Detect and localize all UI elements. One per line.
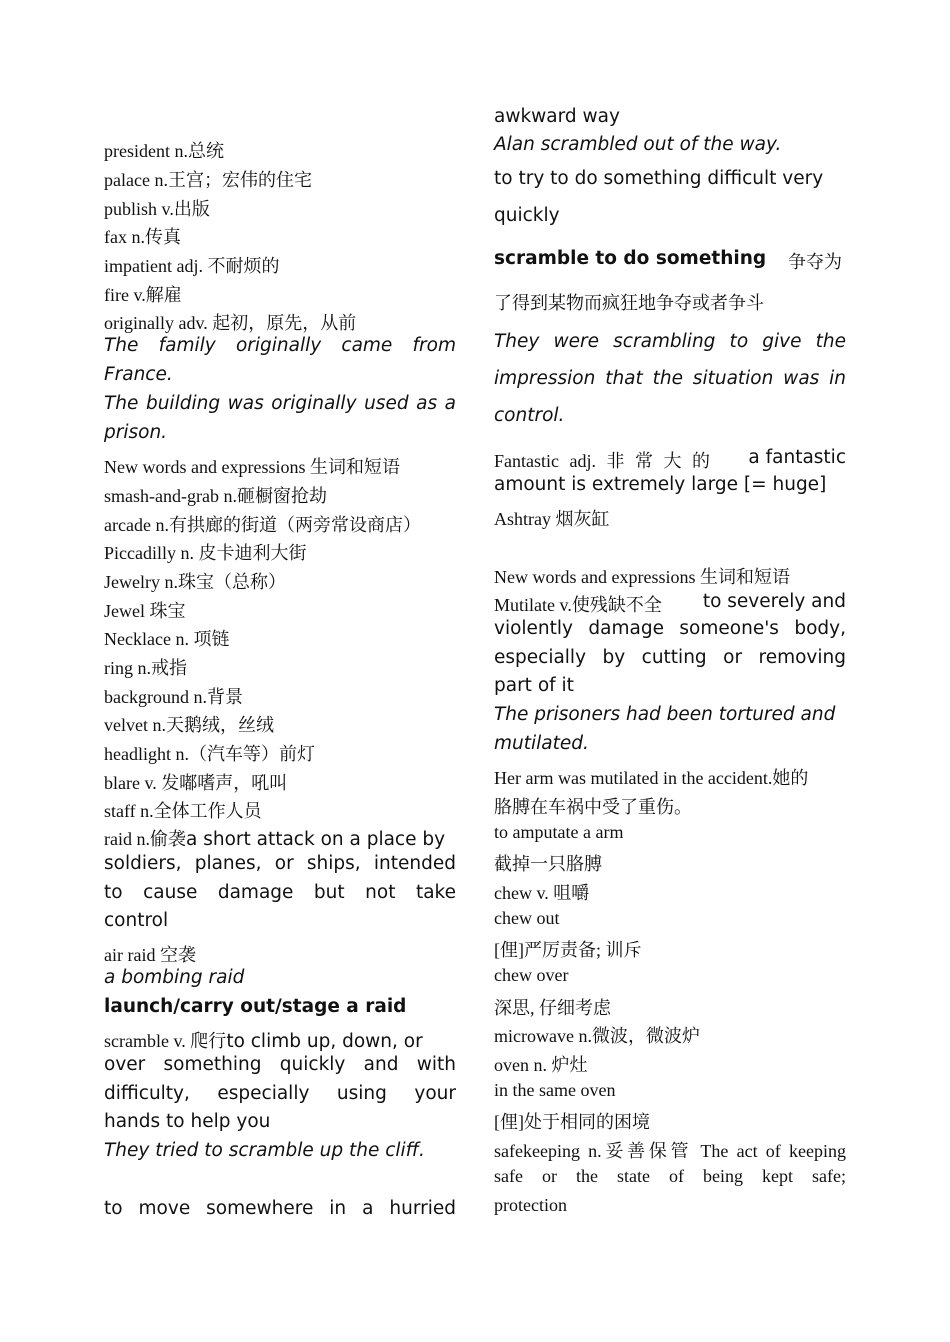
translation: [俚]处于相同的困境 — [494, 1112, 650, 1132]
translation: 截掉一只胳膊 — [494, 854, 602, 874]
definition: a fantastic — [748, 447, 846, 468]
translation: [俚]严厉责备; 训斥 — [494, 940, 642, 960]
vocab-entry-scramble — [104, 1027, 423, 1053]
definition: to climb up, down, or — [226, 1031, 423, 1052]
definition: to severely and — [702, 591, 846, 612]
definition-line: difficulty, especially using your — [104, 1083, 456, 1104]
example-sentence: They tried to scramble up the cliff. — [104, 1140, 425, 1161]
vocab-entry: fax n.传真 — [104, 227, 181, 247]
vocab-entry: publish v.出版 — [104, 199, 210, 219]
vocab-entry: fire v.解雇 — [104, 285, 182, 305]
definition-line: to try to do something difficult very — [494, 168, 824, 189]
vocab-entry: headlight n.（汽车等）前灯 — [104, 744, 315, 764]
vocab-entry: velvet n.天鹅绒，丝绒 — [104, 715, 274, 735]
vocab-entry: chew out — [494, 908, 560, 928]
definition-line: to move somewhere in a hurried — [104, 1198, 456, 1219]
example-sentence: mutilated. — [494, 733, 589, 754]
phrase-translation: 了得到某物而疯狂地争夺或者争斗 — [494, 293, 764, 313]
vocab-entry: air raid 空袭 — [104, 945, 196, 965]
vocab-entry: blare v. 发嘟嗜声，吼叫 — [104, 773, 288, 793]
definition-line: to cause damage but not take — [104, 882, 456, 903]
vocab-entry: background n.背景 — [104, 687, 243, 707]
vocab-entry: staff n.全体工作人员 — [104, 801, 262, 821]
vocab-entry: microwave n.微波，微波炉 — [494, 1026, 700, 1046]
vocab-entry: ring n.戒指 — [104, 658, 187, 678]
vocab-entry: impatient adj. 不耐烦的 — [104, 256, 280, 276]
phrase: scramble to do something — [494, 248, 767, 269]
vocab-entry: oven n. 炉灶 — [494, 1055, 588, 1075]
vocab-entry: to amputate a arm — [494, 822, 624, 842]
example-sentence: control. — [494, 405, 565, 426]
definition-line: hands to help you — [104, 1111, 271, 1132]
collocation: launch/carry out/stage a raid — [104, 996, 407, 1017]
vocab-entry-raid — [104, 825, 445, 851]
headword: scramble v. 爬行 — [104, 1031, 227, 1051]
vocab-entry: Ashtray 烟灰缸 — [494, 509, 610, 529]
headword: raid n.偷袭 — [104, 829, 186, 849]
headword: Fantastic adj. 非 常 大 的 — [494, 451, 710, 471]
example-sentence: Alan scrambled out of the way. — [494, 134, 782, 155]
vocab-entry: arcade n.有拱廊的街道（两旁常设商店） — [104, 515, 421, 535]
example-sentence: The prisoners had been tortured and — [494, 704, 836, 725]
example-sentence: They were scrambling to give the — [494, 331, 846, 352]
example-translation: 胳膊在车祸中受了重伤。 — [494, 797, 692, 817]
vocab-entry-mutilate — [494, 591, 846, 617]
definition-line: safe or the state of being kept safe; — [494, 1166, 846, 1186]
phrase-translation: 争夺为 — [788, 252, 842, 272]
definition: a short attack on a place by — [185, 829, 446, 850]
vocab-entry-fantastic — [494, 447, 846, 473]
headword: Mutilate v.使残缺不全 — [494, 595, 662, 615]
vocab-entry: in the same oven — [494, 1080, 616, 1100]
definition-line: especially by cutting or removing — [494, 647, 846, 668]
definition-line: control — [104, 910, 169, 931]
section-heading: New words and expressions 生词和短语 — [104, 457, 400, 477]
definition-line: quickly — [494, 205, 560, 226]
definition-line: over something quickly and with — [104, 1054, 456, 1075]
vocab-entry: Jewel 珠宝 — [104, 601, 186, 621]
example-sentence: France. — [104, 364, 173, 385]
vocab-entry: chew v. 咀嚼 — [494, 883, 590, 903]
vocab-entry: Jewelry n.珠宝（总称） — [104, 572, 286, 592]
phrase-entry — [494, 248, 842, 272]
definition-line: soldiers, planes, or ships, intended — [104, 853, 456, 874]
vocab-entry: Piccadilly n. 皮卡迪利大街 — [104, 543, 307, 563]
definition-line: protection — [494, 1195, 567, 1215]
section-heading: New words and expressions 生词和短语 — [494, 567, 790, 587]
example-phrase: a bombing raid — [104, 967, 245, 988]
vocab-entry: smash-and-grab n.砸橱窗抢劫 — [104, 486, 327, 506]
definition-line: awkward way — [494, 106, 620, 127]
vocab-entry: originally adv. 起初，原先，从前 — [104, 313, 357, 333]
vocab-entry: safekeeping n.妥善保管 The act of keeping — [494, 1141, 846, 1161]
definition-line: violently damage someone's body, — [494, 618, 846, 639]
definition-line: part of it — [494, 675, 574, 696]
vocab-entry: chew over — [494, 965, 569, 985]
example-sentence: prison. — [104, 422, 168, 443]
example-sentence: The building was originally used as a — [104, 393, 456, 414]
example-sentence: impression that the situation was in — [494, 368, 846, 389]
translation: 深思, 仔细考虑 — [494, 998, 611, 1018]
vocab-entry: president n.总统 — [104, 141, 224, 161]
example-sentence: Her arm was mutilated in the accident.她的 — [494, 768, 809, 788]
vocab-entry: Necklace n. 项链 — [104, 629, 230, 649]
definition-line: amount is extremely large [= huge] — [494, 474, 827, 495]
vocab-entry: palace n.王宫；宏伟的住宅 — [104, 170, 312, 190]
example-sentence: The family originally came from — [104, 335, 456, 356]
